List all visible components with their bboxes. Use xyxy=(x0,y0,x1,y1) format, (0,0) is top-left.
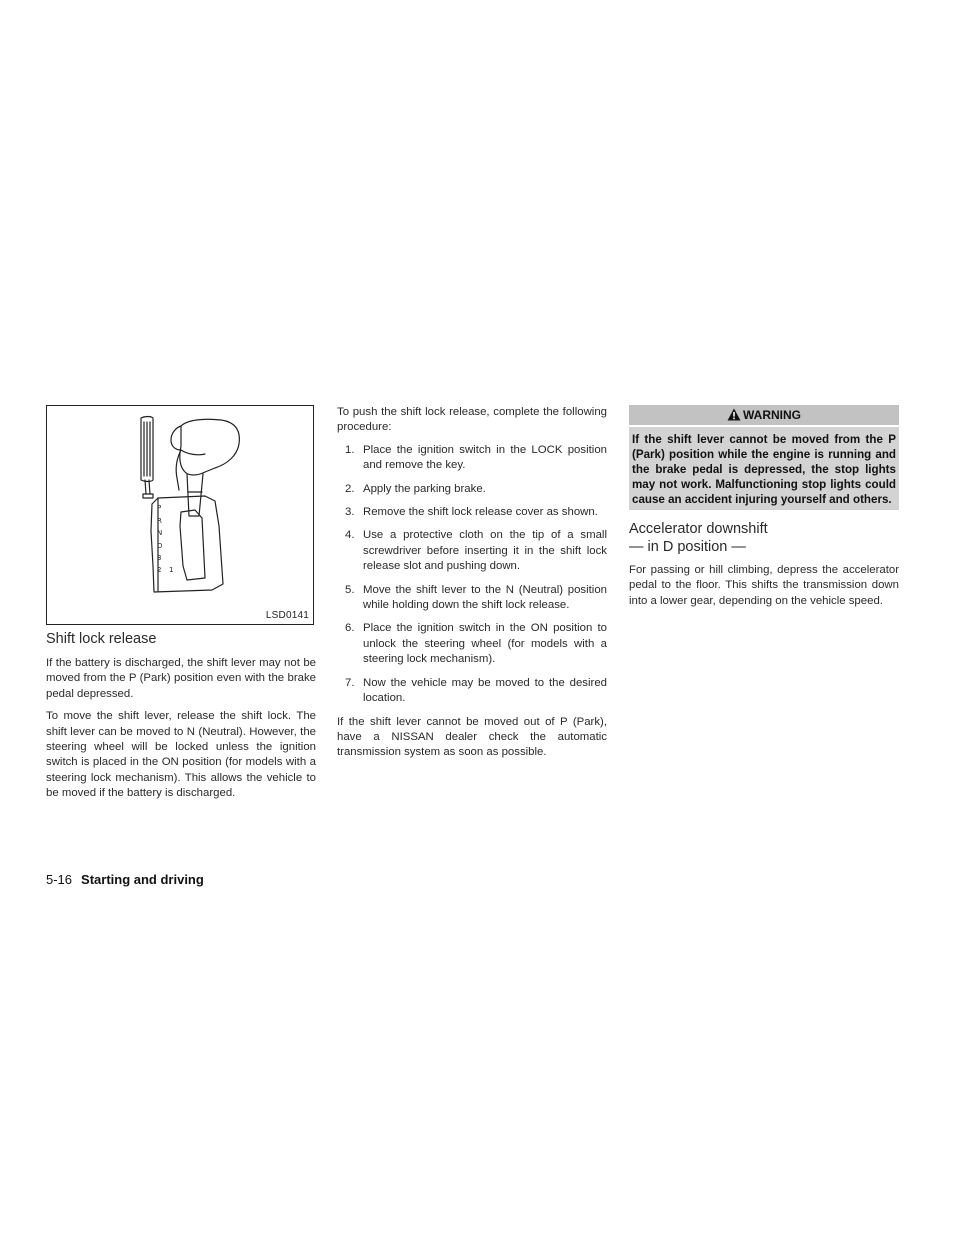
hand xyxy=(176,450,205,490)
warning-label: WARNING xyxy=(743,408,801,422)
page-footer xyxy=(46,872,204,888)
accelerator-paragraph: For passing or hill climbing, depress the accelerator pedal to the floor. This shifts the transmission down into a lower gear, depending on the vehicle speed. xyxy=(629,564,899,607)
middle-column xyxy=(337,405,607,768)
dealer-paragraph: If the shift lever cannot be moved out of P (Park), have a NISSAN dealer check the automatic transmission system as soon as possible. xyxy=(337,715,607,759)
left-column xyxy=(46,405,316,809)
list-item: 2. Apply the parking brake. xyxy=(345,482,486,495)
warning-text: If the shift lever cannot be moved from the P (Park) position while the engine is running and the brake pedal is depressed, the stop lights may not work. Malfunctioning stop lights could cause an accident injuring yourself and others. xyxy=(632,433,896,506)
right-column xyxy=(629,405,899,616)
page-number: 5-16 xyxy=(46,872,73,887)
shift-lock-title: Shift lock release xyxy=(46,631,157,647)
procedure-steps xyxy=(337,443,607,707)
gear-mark-3: 3 xyxy=(157,554,162,562)
list-item: 3. Remove the shift lock release cover as shown. xyxy=(345,506,598,519)
screwdriver-shaft xyxy=(145,480,150,494)
shift-knob xyxy=(180,419,240,475)
warning-box xyxy=(629,405,899,510)
list-item: 4. Use a protective cloth on the tip of a small screwdriver before inserting it in the shift lock release slot and pushing down. xyxy=(345,529,607,573)
accelerator-downshift-title: Accelerator downshift — in D position — xyxy=(629,521,768,555)
list-item: 6. Place the ignition switch in the ON position to unlock the steering wheel (for models with a steering lock mechanism). xyxy=(345,622,607,666)
section-title: Starting and driving xyxy=(81,872,204,887)
gate-slot xyxy=(180,510,205,580)
gear-mark-2: 2 xyxy=(157,566,162,574)
battery-paragraph: If the battery is discharged, the shift lever may not be moved from the P (Park) position even with the brake pedal depressed. xyxy=(46,657,316,700)
warning-triangle-icon xyxy=(727,408,741,421)
figure-code: LSD0141 xyxy=(265,610,309,621)
list-item: 1. Place the ignition switch in the LOCK position and remove the key. xyxy=(345,443,607,472)
list-item: 5. Move the shift lever to the N (Neutral) position while holding down the shift lock release. xyxy=(345,583,607,612)
list-item: 7. Now the vehicle may be moved to the desired location. xyxy=(345,676,607,705)
shift-lock-figure xyxy=(46,405,314,625)
procedure-intro: To push the shift lock release, complete the following procedure: xyxy=(337,406,607,434)
gear-mark-d: D xyxy=(157,542,163,550)
gear-mark-p: P xyxy=(157,504,162,512)
move-lever-paragraph: To move the shift lever, release the shift lock. The shift lever can be moved to N (Neutral). However, the steering wheel will be locked unless the ignition switch is placed in the ON position (for models with a steering lock mechanism). This allows the vehicle to be moved if the battery is discharged. xyxy=(46,710,316,800)
warning-header xyxy=(629,405,899,427)
gear-mark-1: 1 xyxy=(169,566,174,574)
gear-mark-r: R xyxy=(157,517,162,525)
shift-lever-illustration xyxy=(47,406,313,624)
gear-mark-n: N xyxy=(157,529,163,537)
